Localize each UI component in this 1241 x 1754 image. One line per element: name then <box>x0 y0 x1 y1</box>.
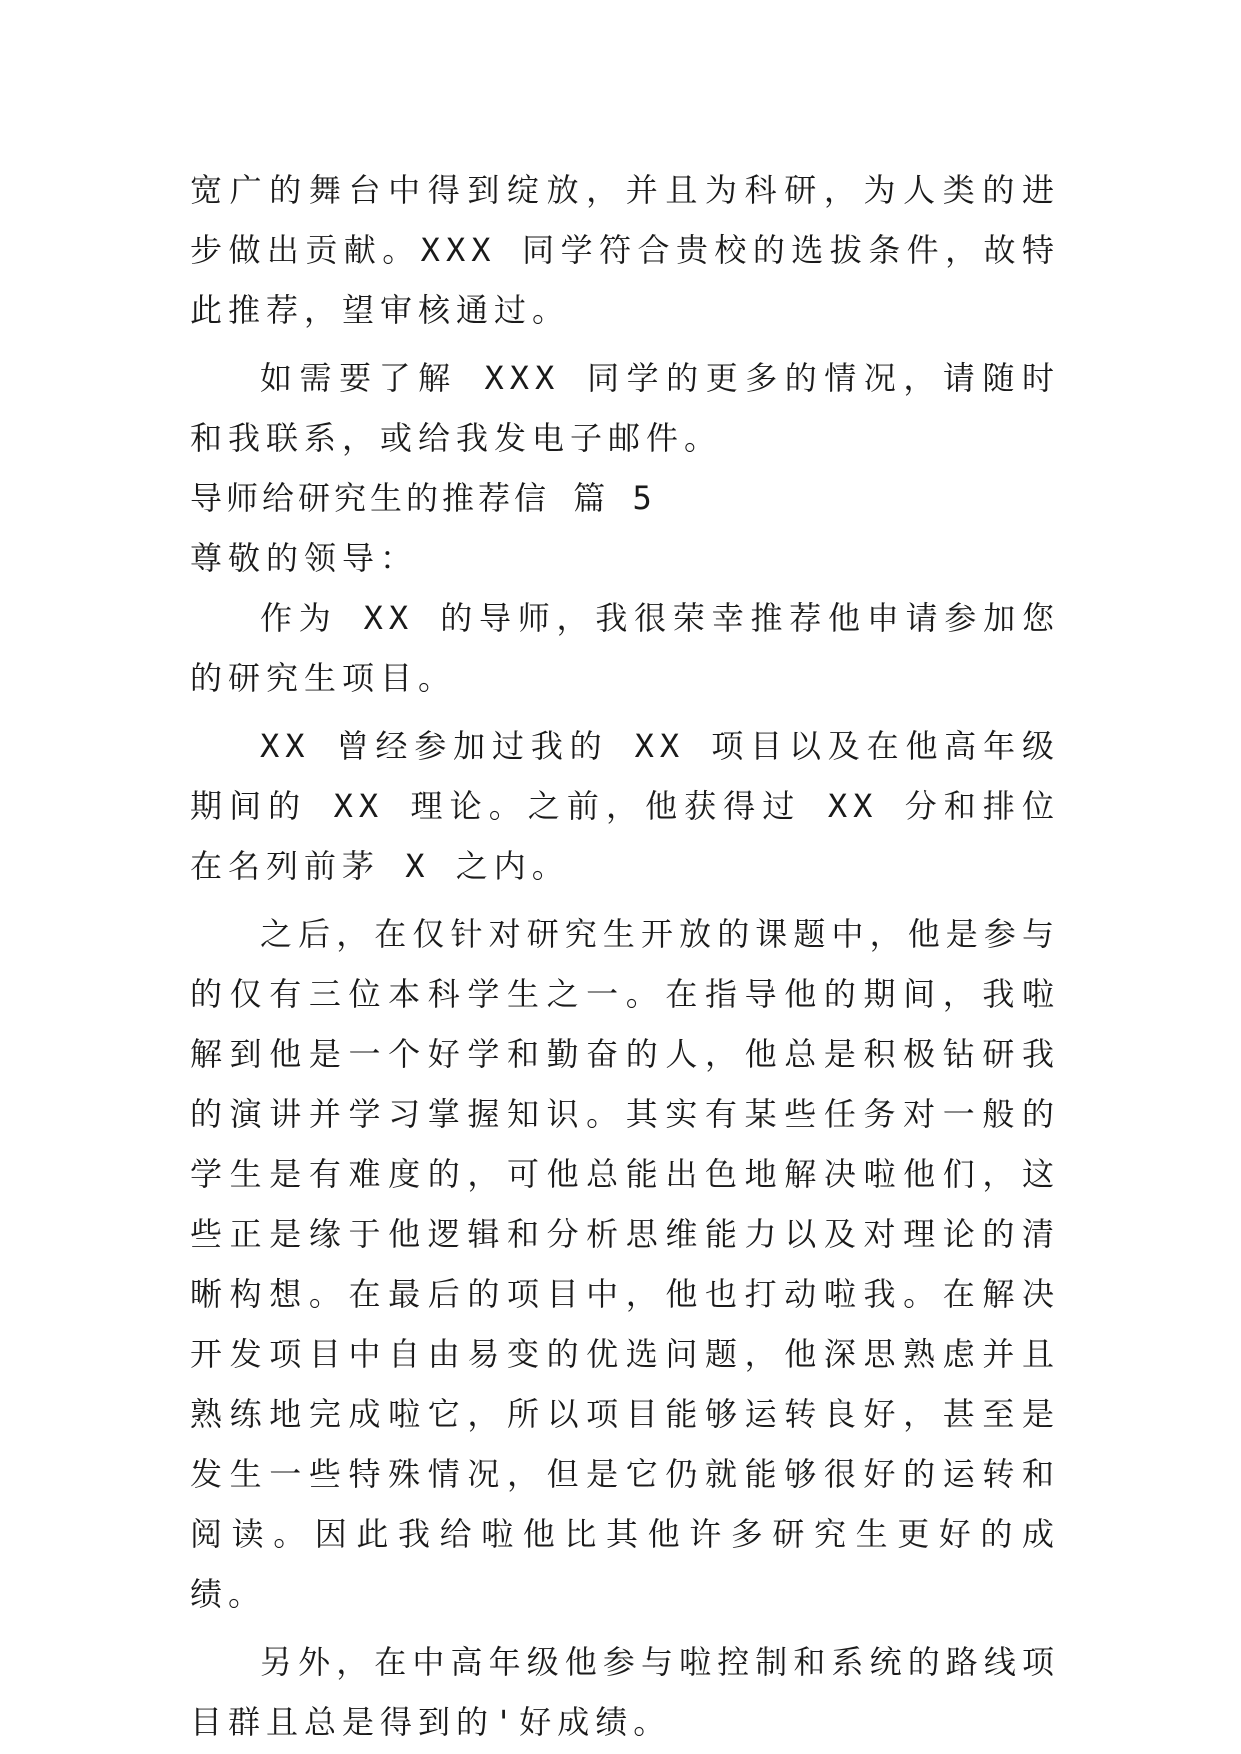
paragraph-continuation: 宽广的舞台中得到绽放，并且为科研，为人类的进步做出贡献。XXX 同学符合贵校的选拔条件，故特此推荐，望审核通过。 <box>190 171 1060 329</box>
document-body <box>190 160 1060 1752</box>
paragraph-performance: 之后，在仅针对研究生开放的课题中，他是参与的仅有三位本科学生之一。在指导他的期间，我啦解到他是一个好学和勤奋的人，他总是积极钻研我的演讲并学习掌握知识。其实有某些任务对一般的学生是有难度的，可他总能出色地解决啦他们，这些正是缘于他逻辑和分析思维能力以及对理论的清晰构想。在最后的项目中，他也打动啦我。在解决开发项目中自由易变的优选问题，他深思熟虑并且熟练地完成啦它，所以项目能够运转良好，甚至是发生一些特殊情况，但是它仍就能够很好的运转和阅读。因此我给啦他比其他许多研究生更好的成绩。 <box>190 915 1060 1613</box>
paragraph-contact: 如需要了解 XXX 同学的更多的情况，请随时和我联系，或给我发电子邮件。 <box>190 359 1060 457</box>
paragraph-background: XX 曾经参加过我的 XX 项目以及在他高年级期间的 XX 理论。之前，他获得过 XX 分和排位在名列前茅 X 之内。 <box>190 727 1060 885</box>
paragraph-additional: 另外，在中高年级他参与啦控制和系统的路线项目群且总是得到的'好成绩。 <box>190 1643 1060 1741</box>
paragraph-intro: 作为 XX 的导师，我很荣幸推荐他申请参加您的研究生项目。 <box>190 599 1060 697</box>
section-heading: 导师给研究生的推荐信 篇 5 <box>190 479 656 517</box>
salutation: 尊敬的领导： <box>190 539 419 577</box>
